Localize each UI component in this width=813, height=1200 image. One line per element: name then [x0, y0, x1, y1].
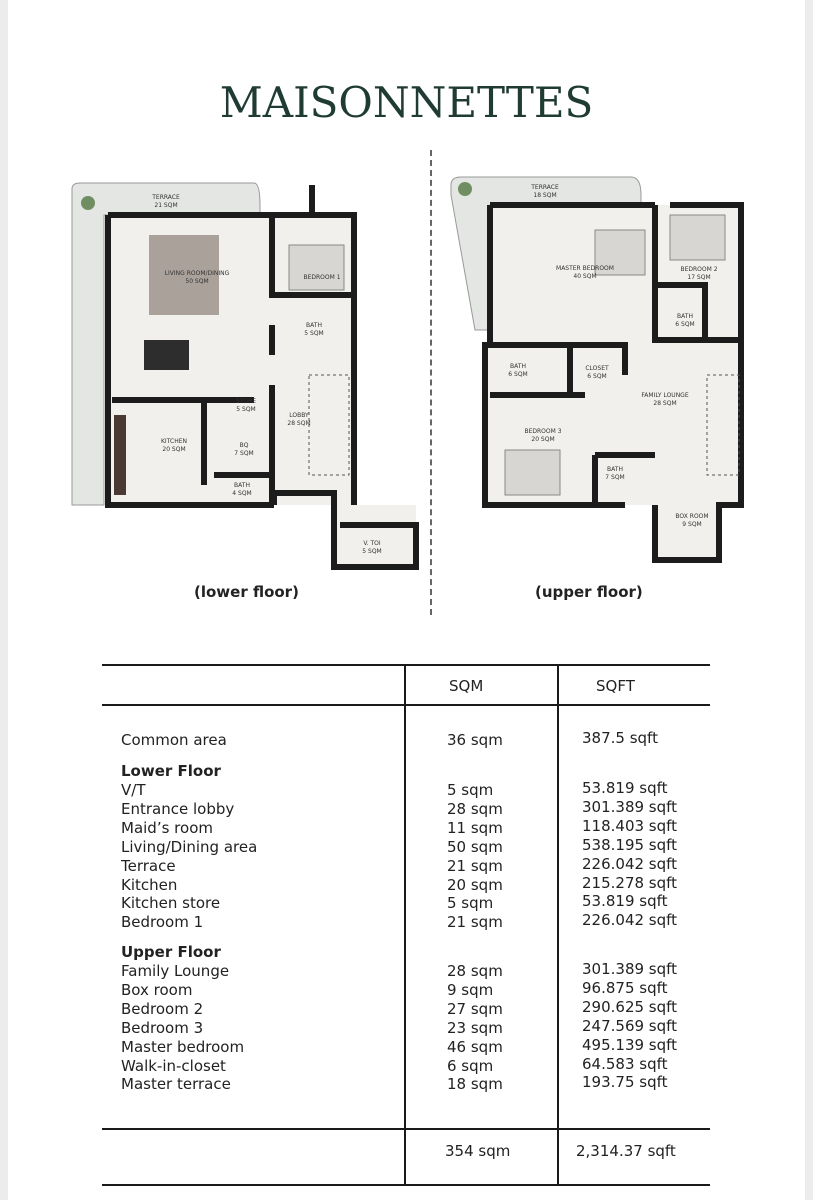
row-sqm: 6 sqm	[447, 1056, 494, 1075]
room-name: TERRACE	[531, 184, 559, 191]
row-label: Master terrace	[121, 1075, 231, 1094]
row-sqm: 18 sqm	[447, 1075, 503, 1094]
room-area: 4 SQM	[232, 490, 252, 497]
row-sqft: 301.389 sqft	[582, 797, 678, 816]
row-label: Family Lounge	[121, 962, 230, 980]
room-name: STORE	[235, 398, 257, 405]
room-name: BATH	[510, 363, 526, 370]
table-header-rule	[102, 704, 710, 706]
upper-floor-plan	[445, 175, 745, 570]
row-sqm: 20 sqm	[447, 875, 503, 894]
upper-floor-heading: Upper Floor	[121, 943, 221, 961]
row-sqft: 226.042 sqft	[582, 854, 678, 873]
row-sqm: 28 sqm	[447, 962, 503, 980]
row-sqft: 538.195 sqft	[582, 835, 678, 854]
room-area: 28 SQM	[653, 400, 677, 407]
room-area: 18 SQM	[533, 192, 557, 199]
room-name: LIVING ROOM/DINING	[164, 270, 230, 277]
room-name: CLOSET	[585, 365, 609, 372]
sqft-header: SQFT	[596, 677, 635, 695]
room-name: BOX ROOM	[675, 513, 709, 520]
room-name: LOBBY	[289, 412, 309, 419]
upper-floor-caption: (upper floor)	[535, 583, 643, 601]
row-sqm: 11 sqm	[447, 818, 503, 837]
room-area: 20 SQM	[162, 446, 186, 453]
table-bottom-rule	[102, 1184, 710, 1186]
row-sqm: 21 sqm	[447, 856, 503, 875]
row-label: Kitchen store	[121, 894, 221, 913]
room-area: 7 SQM	[234, 450, 254, 457]
plan-divider	[430, 150, 432, 615]
table-top-rule	[102, 664, 710, 666]
row-label: Walk-in-closet	[121, 1056, 226, 1075]
row-sqft: 64.583 sqft	[582, 1054, 668, 1073]
room-area: 6 SQM	[675, 321, 695, 328]
row-label: V/T	[121, 781, 146, 799]
row-sqft: 193.75 sqft	[582, 1073, 668, 1092]
room-name: BATH	[607, 466, 623, 473]
row-label: Living/Dining area	[121, 837, 258, 856]
row-sqft: 226.042 sqft	[582, 911, 678, 930]
room-name: BATH	[306, 322, 322, 329]
row-sqm: 23 sqm	[447, 1018, 503, 1037]
bed2-icon	[670, 215, 725, 260]
room-area: 6 SQM	[508, 371, 528, 378]
room-area: 7 SQM	[605, 474, 625, 481]
kitchen-counter	[114, 415, 126, 495]
row-label: Maid’s room	[121, 818, 213, 837]
row-label: Master bedroom	[121, 1037, 245, 1056]
room-area: 17 SQM	[687, 274, 711, 281]
room-name: MASTER BEDROOM	[556, 265, 614, 272]
row-sqft: 96.875 sqft	[582, 978, 668, 997]
common-area-label: Common area	[121, 731, 227, 749]
row-sqm: 21 sqm	[447, 913, 503, 932]
room-area: 50 SQM	[185, 278, 209, 285]
room-area: 5 SQM	[304, 330, 324, 337]
row-label: Bedroom 1	[121, 913, 204, 932]
common-area-sqft: 387.5 sqft	[582, 729, 658, 747]
room-area: 28 SQM	[287, 420, 311, 427]
table-col-divider-2	[557, 664, 559, 1186]
room-name: BEDROOM 1	[303, 274, 341, 281]
row-sqm: 28 sqm	[447, 799, 503, 818]
row-sqft: 118.403 sqft	[582, 816, 678, 835]
row-sqm: 27 sqm	[447, 999, 503, 1018]
room-name: TERRACE	[152, 194, 180, 201]
row-sqft: 53.819 sqft	[582, 892, 668, 911]
room-name: BATH	[677, 313, 693, 320]
table-total-rule	[102, 1128, 710, 1130]
lower-floor-plan	[64, 175, 424, 570]
table-col-divider-1	[404, 664, 406, 1186]
total-sqft: 2,314.37 sqft	[576, 1142, 676, 1160]
row-label: Terrace	[121, 856, 176, 875]
row-label: Entrance lobby	[121, 799, 235, 818]
row-sqm: 9 sqm	[447, 980, 494, 999]
room-name: BQ	[239, 442, 249, 449]
bed3-icon	[505, 450, 560, 495]
room-name: V. TOI	[363, 540, 381, 547]
room-name: FAMILY LOUNGE	[641, 392, 689, 399]
room-name: BEDROOM 2	[680, 266, 718, 273]
row-sqft: 53.819 sqft	[582, 779, 668, 797]
row-sqm: 46 sqm	[447, 1037, 503, 1056]
row-label: Kitchen	[121, 875, 178, 894]
row-sqft: 290.625 sqft	[582, 997, 678, 1016]
lower-floor-heading: Lower Floor	[121, 762, 221, 780]
room-area: 5 SQM	[236, 406, 256, 413]
sqm-header: SQM	[449, 677, 484, 695]
plant-icon	[458, 182, 472, 196]
room-area: 40 SQM	[573, 273, 597, 280]
room-area: 20 SQM	[531, 436, 555, 443]
common-area-sqm: 36 sqm	[447, 731, 503, 749]
bed-icon	[289, 245, 344, 290]
row-sqft: 301.389 sqft	[582, 960, 678, 978]
room-name: BEDROOM 3	[524, 428, 562, 435]
room-area: 5 SQM	[362, 548, 382, 555]
row-sqft: 247.569 sqft	[582, 1016, 678, 1035]
room-area: 9 SQM	[682, 521, 702, 528]
plant-icon	[81, 196, 95, 210]
row-sqft: 495.139 sqft	[582, 1035, 678, 1054]
row-label: Bedroom 3	[121, 1018, 204, 1037]
page-title: MAISONNETTES	[219, 78, 594, 127]
room-name: KITCHEN	[161, 438, 187, 445]
row-sqm: 50 sqm	[447, 837, 503, 856]
row-label: Bedroom 2	[121, 999, 204, 1018]
room-area: 21 SQM	[154, 202, 178, 209]
row-sqm: 5 sqm	[447, 781, 494, 799]
room-area: 6 SQM	[587, 373, 607, 380]
row-sqft: 215.278 sqft	[582, 873, 678, 892]
row-label: Box room	[121, 980, 193, 999]
dining-table	[144, 340, 189, 370]
row-sqm: 5 sqm	[447, 894, 494, 913]
lower-floor-caption: (lower floor)	[194, 583, 299, 601]
room-name: BATH	[234, 482, 250, 489]
total-sqm: 354 sqm	[445, 1142, 511, 1160]
